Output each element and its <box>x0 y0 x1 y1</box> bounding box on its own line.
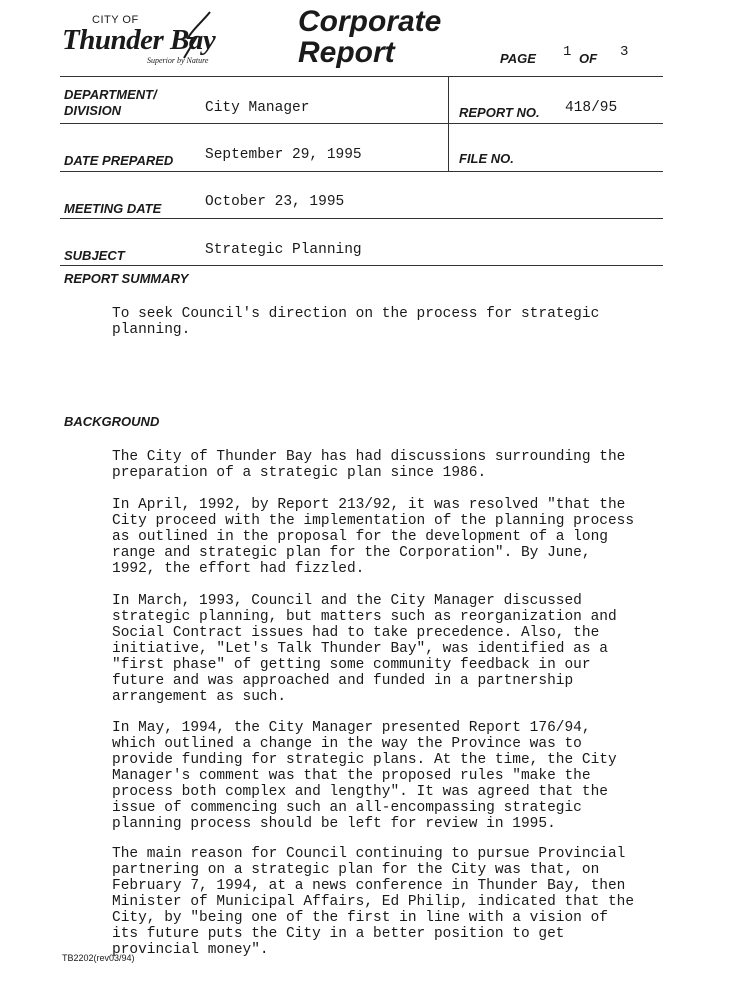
form-code: TB2202(rev03/94) <box>62 953 135 963</box>
report-title-line2: Report <box>298 36 395 69</box>
city-logo <box>62 14 252 74</box>
subject-rule <box>60 265 663 266</box>
department-rule <box>60 123 663 124</box>
logo-city-of: CITY OF <box>92 14 139 26</box>
date-prepared-rule <box>60 171 663 172</box>
subject-label: SUBJECT <box>64 248 125 263</box>
page-total: 3 <box>620 44 629 60</box>
background-heading: BACKGROUND <box>64 414 160 429</box>
division-label: DIVISION <box>64 103 122 118</box>
file-no-label: FILE NO. <box>459 151 514 166</box>
background-paragraph: In March, 1993, Council and the City Manager discussed strategic planning, but matters such as reorganization and Social Contract issues had to take precedence. Also, the initiative, "Let's Talk Thunder Bay", was identified as a "first phase" of getting some community feedback in our future and was approached and funded in a partnership arrangement as such. <box>112 593 617 705</box>
logo-name: Thunder Bay <box>62 24 216 56</box>
meeting-date-rule <box>60 218 663 219</box>
background-paragraph: The main reason for Council continuing to pursue Provincial partnering on a strategic plan for the City was that, on February 7, 1994, at a news conference in Thunder Bay, then Minister of Municipal Affairs, Ed Philip, indicated that the City, by "being one of the first in line with a vision of its future puts the City in a better position to get provincial money". <box>112 846 635 958</box>
background-paragraph: The City of Thunder Bay has had discussions surrounding the preparation of a strategic plan since 1986. <box>112 449 626 481</box>
background-paragraph: In May, 1994, the City Manager presented Report 176/94, which outlined a change in the way the Province was to provide funding for strategic plans. At the time, the City Manager's comment was that the proposed rules "make the process both complex and lengthy". It was agreed that the issue of commencing such an all-encompassing strategic planning process should be left for review in 1995. <box>112 720 617 832</box>
department-label: DEPARTMENT/ <box>64 87 157 102</box>
logo-tagline: Superior by Nature <box>147 56 209 65</box>
date-prepared-value: September 29, 1995 <box>205 147 362 163</box>
meeting-date-value: October 23, 1995 <box>205 194 345 210</box>
background-paragraph: In April, 1992, by Report 213/92, it was resolved "that the City proceed with the implementation of the planning process as outlined in the proposal for the development of a long range and strategic plan for the Corporation". By June, 1992, the effort had fizzled. <box>112 497 635 577</box>
report-title-line1: Corporate <box>298 5 442 38</box>
lightning-swoosh-icon <box>162 8 222 68</box>
field-divider <box>448 76 449 171</box>
page-current: 1 <box>563 44 572 60</box>
page-label: PAGE <box>500 51 536 66</box>
date-prepared-label: DATE PREPARED <box>64 153 174 168</box>
meeting-date-label: MEETING DATE <box>64 201 162 216</box>
subject-value: Strategic Planning <box>205 242 362 258</box>
report-no-value: 418/95 <box>565 100 618 116</box>
department-value: City Manager <box>205 100 310 116</box>
report-summary-heading: REPORT SUMMARY <box>64 271 189 286</box>
report-no-label: REPORT NO. <box>459 105 540 120</box>
report-summary-text: To seek Council's direction on the process for strategic planning. <box>112 306 600 338</box>
header-rule <box>60 76 663 77</box>
page-of-label: OF <box>579 51 598 66</box>
